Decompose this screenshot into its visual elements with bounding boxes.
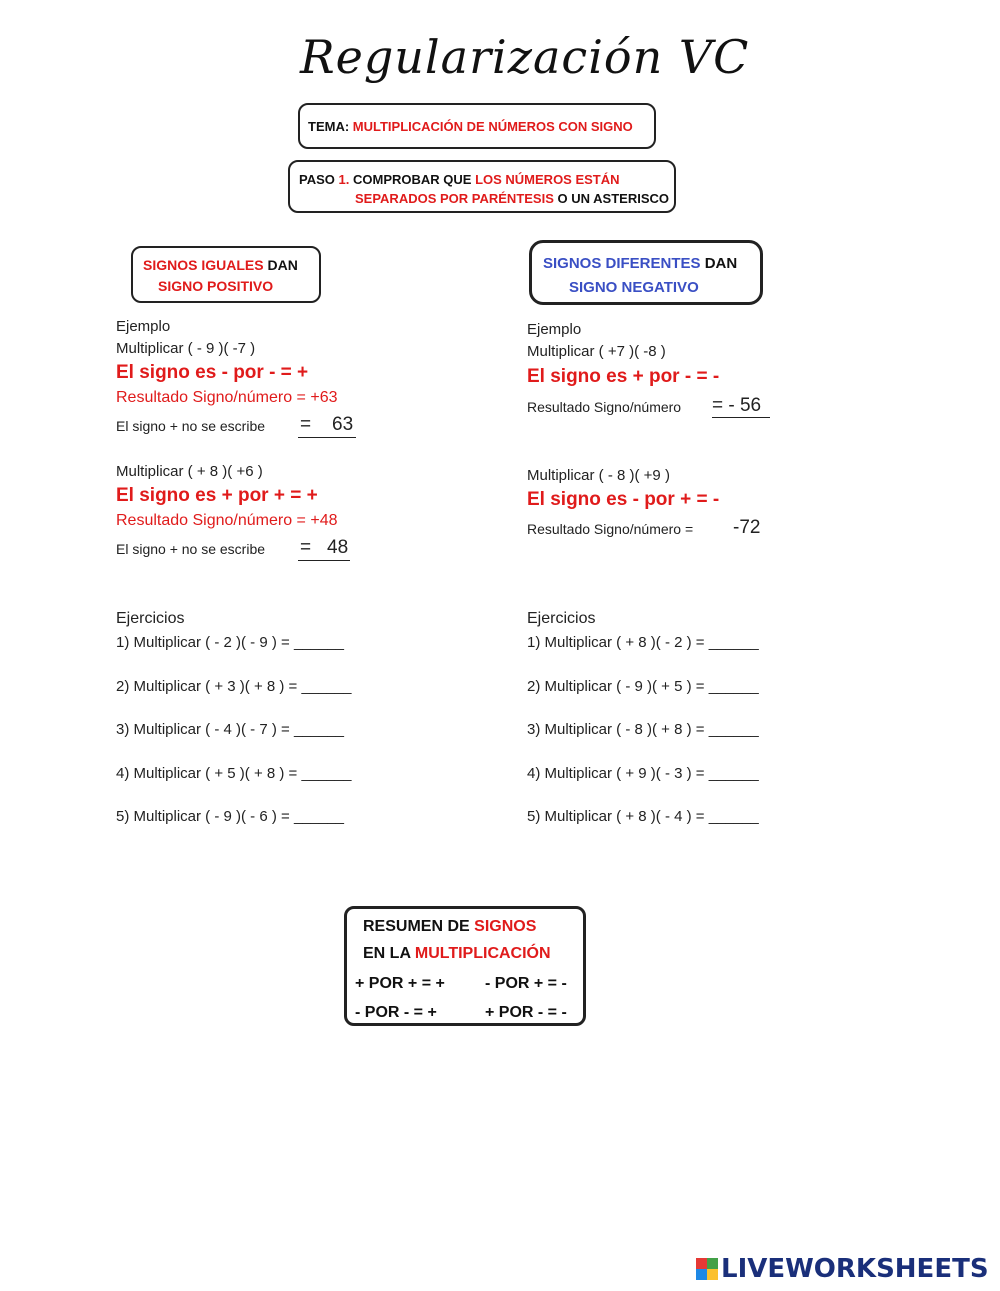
right-example1-value: = - 56	[712, 395, 762, 416]
right-example1-underline	[712, 417, 770, 418]
left-example2-underline	[298, 560, 350, 561]
summary-title-1a: RESUMEN DE	[363, 918, 470, 935]
right-exercise-5[interactable]: 5) Multiplicar ( + 8 )( - 4 ) = ______	[527, 808, 759, 825]
step-text-2: LOS NÚMEROS ESTÁN	[475, 172, 620, 187]
left-example1-sign: El signo es - por - = +	[116, 362, 309, 383]
left-example1-equals: =	[300, 414, 312, 435]
left-example1-underline	[298, 437, 356, 438]
step-label: PASO	[299, 172, 335, 187]
summary-rule-2: - POR + = -	[485, 975, 567, 992]
summary-title-2b: MULTIPLICACIÓN	[414, 945, 551, 962]
right-example2-value: -72	[733, 517, 761, 538]
left-example1-note: El signo + no se escribe	[116, 418, 266, 434]
topic-box	[298, 103, 656, 149]
right-exercise-1[interactable]: 1) Multiplicar ( + 8 )( - 2 ) = ______	[527, 634, 759, 651]
summary-title-1b: SIGNOS	[474, 918, 537, 935]
equal-signs-rule-box	[131, 246, 321, 303]
step-text-3: SEPARADOS POR PARÉNTESIS	[355, 191, 554, 206]
summary-box	[344, 906, 586, 1026]
right-example2-sign: El signo es - por + = -	[527, 489, 720, 510]
left-example1-result: Resultado Signo/número = +63	[116, 389, 338, 406]
liveworksheets-brand: LIVEWORKSHEETS	[721, 1254, 989, 1284]
topic-label: TEMA:	[308, 119, 350, 134]
liveworksheets-logo	[696, 1252, 996, 1286]
right-example1-sign: El signo es + por - = -	[527, 366, 720, 387]
right-example1-multiply: Multiplicar ( +7 )( -8 )	[527, 343, 666, 360]
left-example2-value: 48	[327, 537, 349, 558]
right-example1-result: Resultado Signo/número	[527, 399, 682, 415]
left-exercise-4[interactable]: 4) Multiplicar ( + 5 )( + 8 ) = ______	[116, 765, 352, 782]
summary-rule-4: + POR - = -	[485, 1004, 567, 1021]
step-text-1: COMPROBAR QUE	[352, 172, 472, 187]
summary-rule-1: + POR + = +	[355, 975, 445, 992]
left-example-heading: Ejemplo	[116, 318, 171, 335]
topic-value: MULTIPLICACIÓN DE NÚMEROS CON SIGNO	[352, 119, 633, 134]
equal-signs-label: SIGNOS IGUALES	[143, 257, 264, 273]
summary-rule-3: - POR - = +	[355, 1004, 437, 1021]
left-example2-note: El signo + no se escribe	[116, 541, 266, 557]
negative-sign-label: SIGNO NEGATIVO	[569, 279, 699, 296]
right-exercises-heading: Ejercicios	[527, 610, 596, 627]
different-signs-label: SIGNOS DIFERENTES	[543, 255, 701, 272]
right-exercise-4[interactable]: 4) Multiplicar ( + 9 )( - 3 ) = ______	[527, 765, 759, 782]
different-signs-dan: DAN	[704, 255, 738, 272]
liveworksheets-logo-icon	[696, 1258, 718, 1280]
right-example2-multiply: Multiplicar ( - 8 )( +9 )	[527, 467, 670, 484]
step-number: 1.	[338, 172, 350, 187]
left-exercises-heading: Ejercicios	[116, 610, 185, 627]
left-example1-value: 63	[332, 414, 354, 435]
left-example1-multiply: Multiplicar ( - 9 )( -7 )	[116, 340, 256, 357]
left-example2-result: Resultado Signo/número = +48	[116, 512, 338, 529]
right-exercise-2[interactable]: 2) Multiplicar ( - 9 )( + 5 ) = ______	[527, 678, 759, 695]
step-text-4: O UN ASTERISCO	[557, 191, 669, 206]
different-signs-rule-box	[529, 240, 763, 305]
step-box	[288, 160, 676, 213]
left-exercise-1[interactable]: 1) Multiplicar ( - 2 )( - 9 ) = ______	[116, 634, 344, 651]
right-exercise-3[interactable]: 3) Multiplicar ( - 8 )( + 8 ) = ______	[527, 721, 759, 738]
page-title: Regularización VC	[300, 30, 750, 84]
right-example-heading: Ejemplo	[527, 321, 582, 338]
left-exercise-2[interactable]: 2) Multiplicar ( + 3 )( + 8 ) = ______	[116, 678, 352, 695]
equal-signs-dan: DAN	[267, 257, 298, 273]
left-example2-multiply: Multiplicar ( + 8 )( +6 )	[116, 463, 263, 480]
right-example2-result: Resultado Signo/número =	[527, 521, 694, 537]
summary-title-2a: EN LA	[363, 945, 411, 962]
left-example2-equals: =	[300, 537, 312, 558]
left-exercise-5[interactable]: 5) Multiplicar ( - 9 )( - 6 ) = ______	[116, 808, 344, 825]
left-exercise-3[interactable]: 3) Multiplicar ( - 4 )( - 7 ) = ______	[116, 721, 344, 738]
left-example2-sign: El signo es + por + = +	[116, 485, 318, 506]
positive-sign-label: SIGNO POSITIVO	[158, 278, 274, 294]
